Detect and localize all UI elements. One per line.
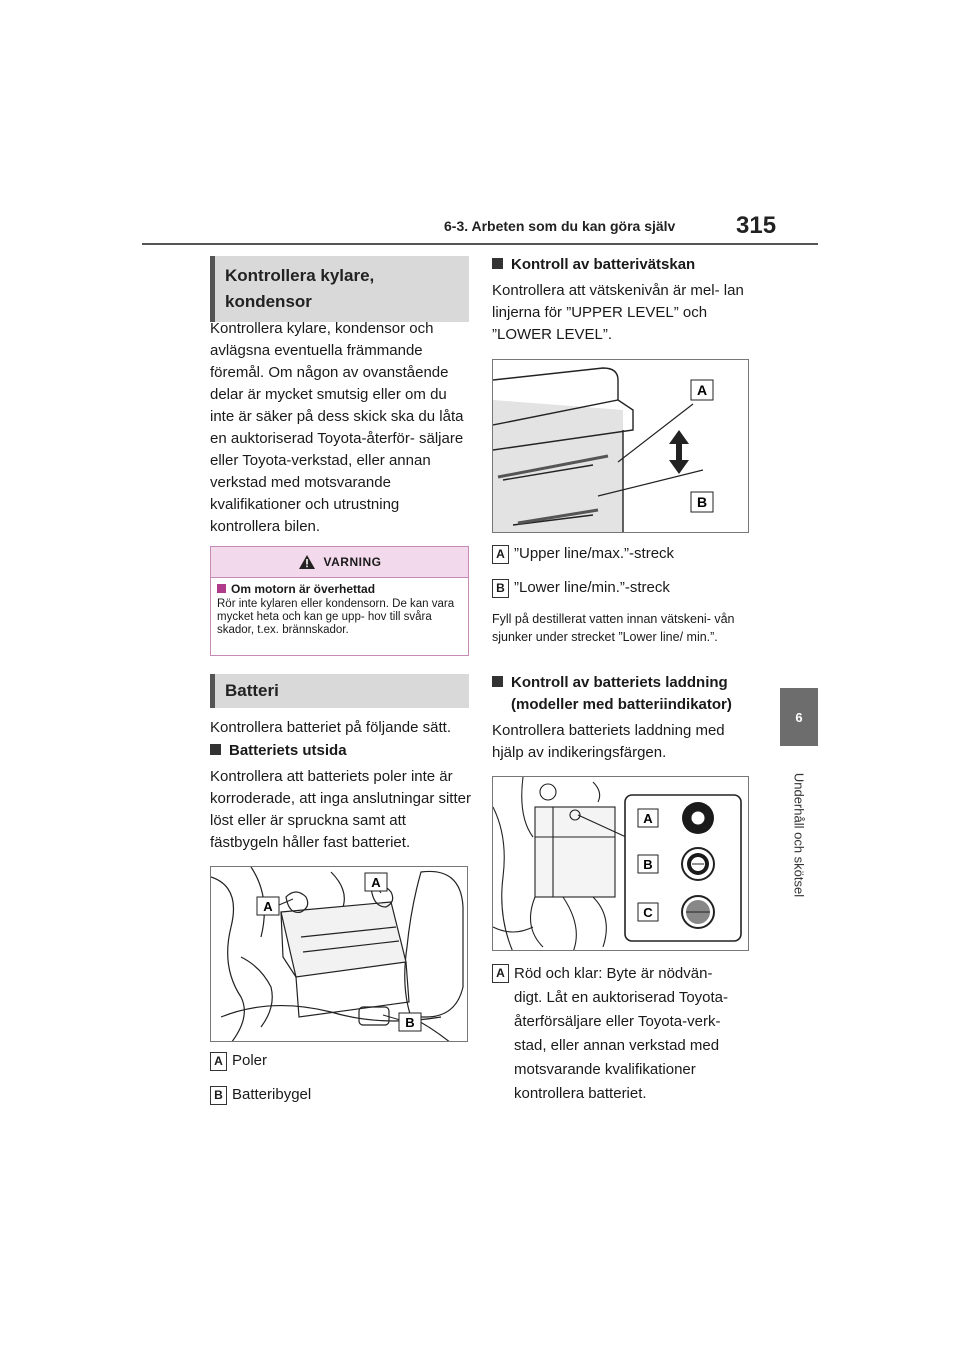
warning-title: VARNING — [323, 555, 382, 569]
warning-subtitle-row — [217, 582, 462, 596]
chapter-side-label — [760, 760, 838, 910]
chapter-number: 6 — [795, 709, 803, 725]
radiator-text: Kontrollera kylare, kondensor och avlägsna eventuella främmande föremål. Om någon av ovanstående delar är mycket smutsig eller om du inte är säker på dess skick ska du låta en auktoriserad Toyota-återför- säljare eller Toyota-verkstad, eller annan verkstad med motsvarande kvalifikationer och utrustning kontrollera bilen. — [210, 320, 464, 535]
legend-key: B — [492, 579, 509, 598]
battery-intro: Kontrollera batteriet på följande sätt. — [210, 719, 451, 736]
bullet-square-icon — [492, 676, 503, 687]
charge-heading-row — [492, 672, 754, 716]
warning-header — [211, 547, 468, 578]
warning-box — [210, 546, 469, 656]
legend-key: A — [492, 964, 509, 983]
fluid-label-a: A — [696, 382, 708, 398]
header-divider — [142, 243, 818, 245]
legend-key: A — [210, 1052, 227, 1071]
figure-label-a1: A — [263, 899, 273, 914]
legend-text: Poler — [232, 1052, 268, 1069]
fluid-heading-row — [492, 254, 754, 276]
battery-exterior-figure — [210, 866, 468, 1042]
fluid-level-figure — [492, 359, 749, 533]
indicator-b-icon — [682, 848, 714, 880]
charge-legend-item-a — [492, 962, 754, 1106]
legend-item-b — [210, 1084, 472, 1106]
exterior-heading-row — [210, 740, 472, 762]
figure-label-a2: A — [371, 875, 381, 890]
warning-icon — [298, 554, 316, 570]
warning-subtitle: Om motorn är överhettad — [231, 582, 376, 596]
chapter-label: Underhåll och skötsel — [791, 772, 807, 898]
fluid-legend-item-b — [492, 577, 754, 599]
figure-label-b: B — [405, 1015, 415, 1030]
indicator-label-a: A — [643, 811, 653, 826]
indicator-c-icon — [682, 896, 714, 928]
legend-text: Batteribygel — [232, 1086, 312, 1103]
bullet-square-icon — [492, 258, 503, 269]
legend-text: ”Upper line/max.”-streck — [514, 545, 675, 562]
legend-key: A — [492, 545, 509, 564]
indicator-label-c: C — [643, 905, 653, 920]
warning-text: Rör inte kylaren eller kondensorn. De kan vara mycket heta och kan ge upp- hov till svåra skador, t.ex. brännskador. — [217, 598, 455, 636]
fluid-label-b: B — [696, 494, 708, 510]
bullet-square-icon — [210, 744, 221, 755]
indicator-label-b: B — [643, 857, 653, 872]
exterior-text: Kontrollera att batteriets poler inte är korroderade, att inga anslutningar sitter löst eller är spruckna samt att fästbygeln håller fast batteriet. — [210, 768, 471, 851]
legend-text: Röd och klar: Byte är nödvän- digt. Låt en auktoriserad Toyota- återförsäljare eller Toyota-verk- stad, eller annan verkstad med motsvarande kvalifikationer kontrollera batteriet. — [514, 965, 729, 1102]
fluid-note: Fyll på destillerat vatten innan vätskeni- vån sjunker under strecket ”Lower line/ min.”. — [492, 612, 735, 644]
battery-side-illustration — [493, 360, 749, 533]
fluid-heading: Kontroll av batterivätskan — [511, 256, 696, 273]
charge-indicator-figure — [492, 776, 749, 951]
legend-text: ”Lower line/min.”-streck — [514, 579, 670, 596]
legend-key: B — [210, 1086, 227, 1105]
indicator-a-icon — [682, 802, 714, 834]
fluid-legend-item-a — [492, 543, 754, 565]
battery-heading: Batteri — [210, 674, 469, 708]
engine-bay-illustration — [211, 867, 468, 1042]
exterior-heading: Batteriets utsida — [229, 742, 347, 759]
section-title: 6-3. Arbeten som du kan göra själv — [444, 218, 676, 234]
battery-indicator-illustration — [493, 777, 749, 951]
charge-legend-row — [492, 962, 754, 1106]
page-number: 315 — [736, 212, 777, 239]
legend-item-a — [210, 1050, 472, 1072]
fluid-text: Kontrollera att vätskenivån är mel- lan linjerna för ”UPPER LEVEL” och ”LOWER LEVEL”. — [492, 282, 744, 343]
bullet-square-icon — [217, 584, 226, 593]
radiator-heading: Kontrollera kylare, kondensor — [210, 256, 469, 322]
charge-text: Kontrollera batteriets laddning med hjälp av indikeringsfärgen. — [492, 722, 725, 761]
charge-heading: Kontroll av batteriets laddning (modeller med batteriindikator) — [511, 674, 732, 713]
chapter-tab — [780, 688, 818, 746]
